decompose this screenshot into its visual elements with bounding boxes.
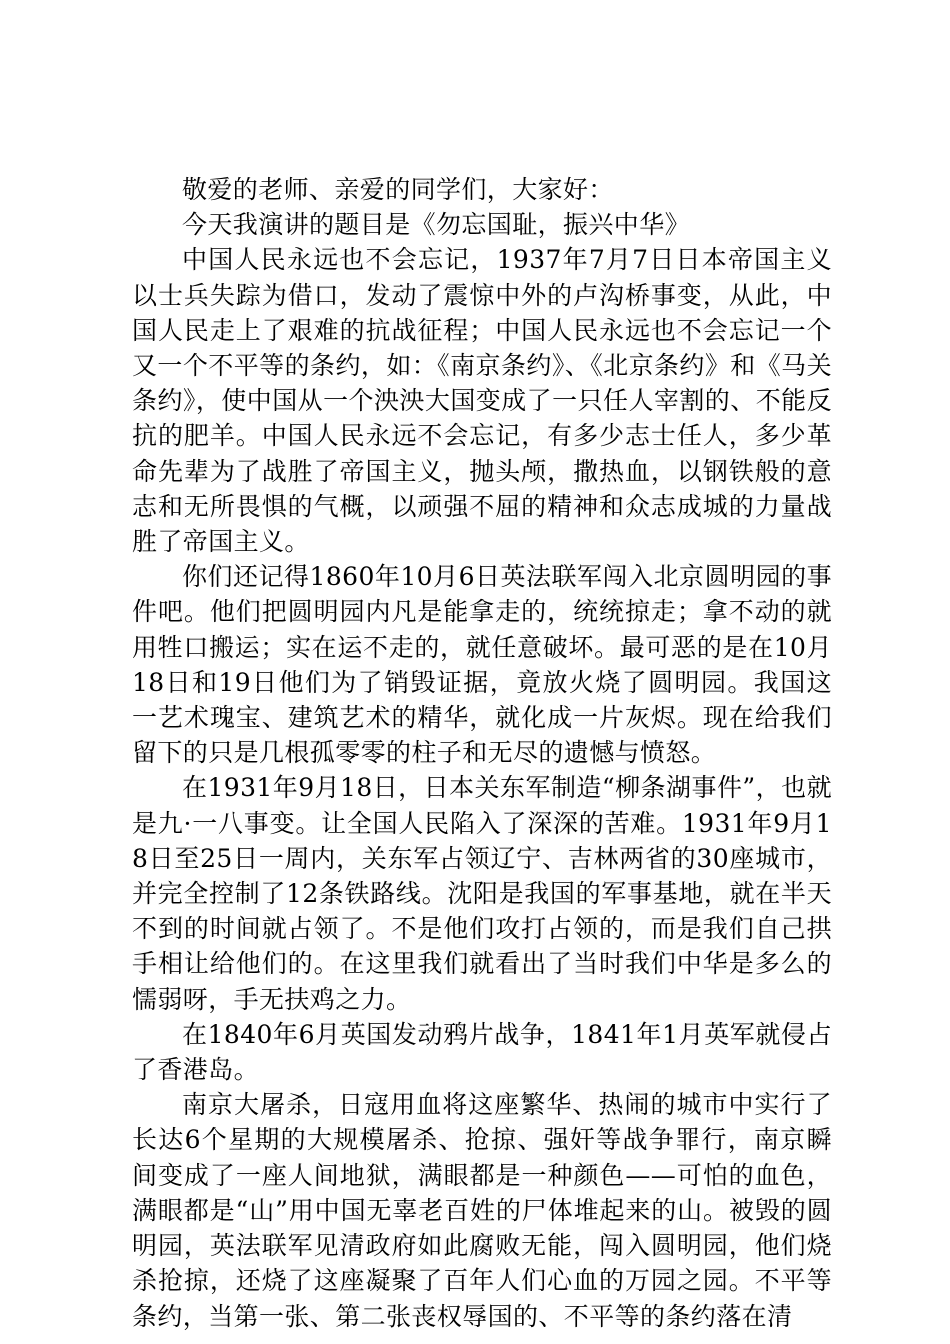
greeting-paragraph: 敬爱的老师、亲爱的同学们，大家好：: [182, 175, 614, 204]
body-paragraph: 南京大屠杀，日寇用血将这座繁华、热闹的城市中实行了长达6个星期的大规模屠杀、抢掠、强奸等战争罪行，南京瞬间变成了一座人间地狱，满眼都是一种颜色——可怕的血色，满眼都是“山”用中国无辜老百姓的尸体堆起来的山。被毁的圆明园，英法联军见清政府如此腐败无能，闯入圆明园，他们烧杀抢掠，还烧了这座凝聚了百年人们心血的万园之园。不平等条约，当第一张、第二张丧权辱国的、不平等的条约落在清: [132, 1090, 832, 1331]
document-body: [132, 172, 832, 1334]
body-paragraph: 你们还记得1860年10月6日英法联军闯入北京圆明园的事件吧。他们把圆明园内凡是能拿走的，统统掠走；拿不动的就用牲口搬运；实在运不走的，就任意破坏。最可恶的是在10月18日和19日他们为了销毁证据，竟放火烧了圆明园。我国这一艺术瑰宝、建筑艺术的精华，就化成一片灰烬。现在给我们留下的只是几根孤零零的柱子和无尽的遗憾与愤怒。: [132, 562, 832, 768]
body-paragraph: 在1931年9月18日，日本关东军制造“柳条湖事件”，也就是九·一八事变。让全国人民陷入了深深的苦难。1931年9月18日至25日一周内，关东军占领辽宁、吉林两省的30座城市，并完全控制了12条铁路线。沈阳是我国的军事基地，就在半天不到的时间就占领了。不是他们攻打占领的，而是我们自己拱手相让给他们的。在这里我们就看出了当时我们中华是多么的懦弱呀，手无扶鸡之力。: [132, 773, 832, 1014]
body-paragraph: 中国人民永远也不会忘记，1937年7月7日日本帝国主义以士兵失踪为借口，发动了震惊中外的卢沟桥事变，从此，中国人民走上了艰难的抗战征程；中国人民永远也不会忘记一个又一个不平等的条约，如：《南京条约》、《北京条约》和《马关条约》，使中国从一个泱泱大国变成了一只任人宰割的、不能反抗的肥羊。中国人民永远不会忘记，有多少志士任人，多少革命先辈为了战胜了帝国主义，抛头颅，撒热血，以钢铁般的意志和无所畏惧的气概，以顽强不屈的精神和众志成城的力量战胜了帝国主义。: [132, 245, 832, 557]
body-paragraph: 在1840年6月英国发动鸦片战争，1841年1月英军就侵占了香港岛。: [132, 1019, 832, 1085]
topic-paragraph: 今天我演讲的题目是《勿忘国耻，振兴中华》: [182, 210, 691, 240]
